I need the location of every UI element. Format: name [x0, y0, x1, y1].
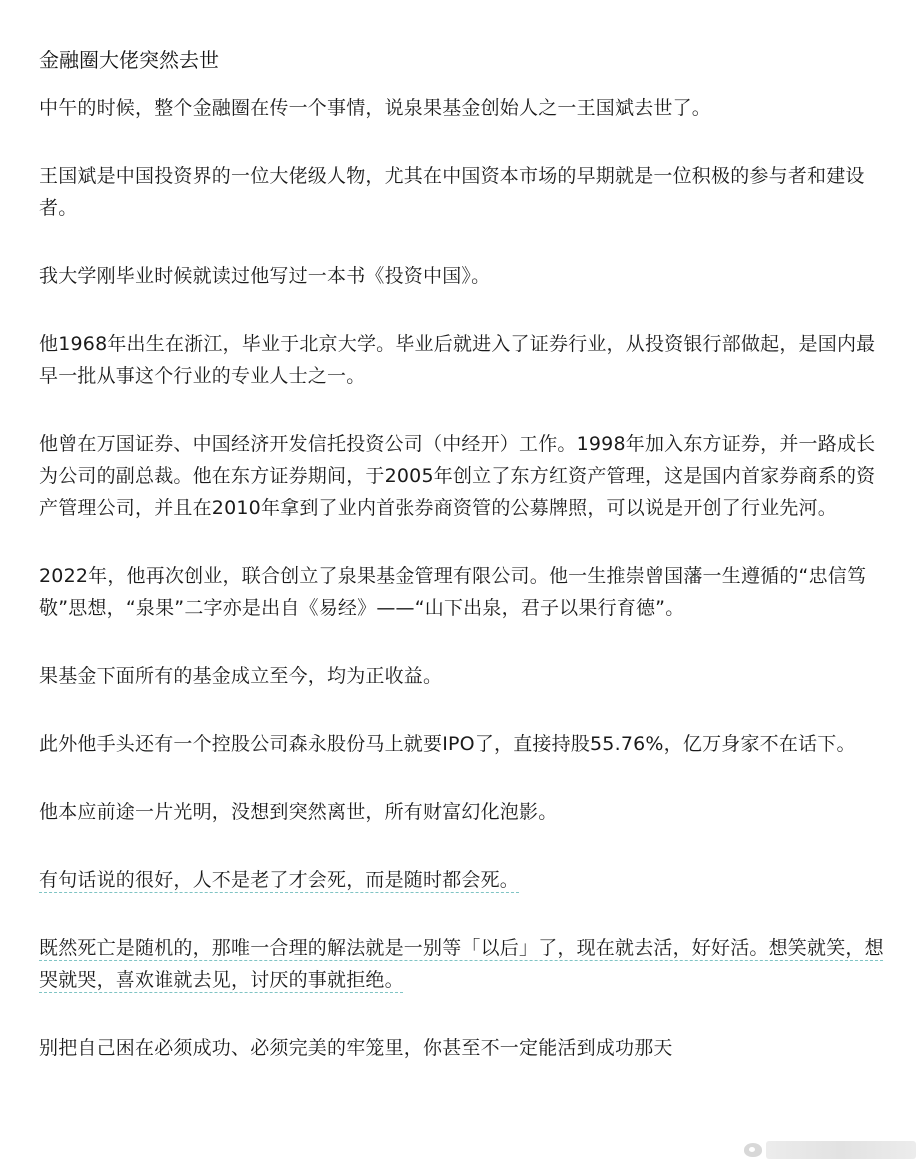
paragraph-4: 他1968年出生在浙江，毕业于北京大学。毕业后就进入了证券行业，从投资银行部做起，是国内最早一批从事这个行业的专业人士之一。: [39, 333, 876, 387]
article: [39, 44, 889, 1064]
paragraph-2: 王国斌是中国投资界的一位大佬级人物，尤其在中国资本市场的早期就是一位积极的参与者和建设者。: [39, 165, 865, 219]
paragraph-9: 他本应前途一片光明，没想到突然离世，所有财富幻化泡影。: [39, 801, 558, 823]
highlighted-paragraph-10: 有句话说的很好，人不是老了才会死，而是随时都会死。: [39, 869, 520, 891]
paragraph-12: 别把自己困在必须成功、必须完美的牢笼里，你甚至不一定能活到成功那天: [39, 1037, 673, 1059]
paragraph-8: 此外他手头还有一个控股公司森永股份马上就要IPO了，直接持股55.76%，亿万身家不在话下。: [39, 733, 856, 755]
article-title: 金融圈大佬突然去世: [39, 48, 219, 72]
watermark-handle-blurred: [766, 1141, 916, 1159]
paragraph-5: 他曾在万国证券、中国经济开发信托投资公司（中经开）工作。1998年加入东方证券，并一路成长为公司的副总裁。他在东方证券期间，于2005年创立了东方红资产管理，这是国内首家券商系的资产管理公司，并且在2010年拿到了业内首张券商资管的公募牌照，可以说是开创了行业先河。: [39, 433, 876, 519]
paragraph-7: 果基金下面所有的基金成立至今，均为正收益。: [39, 665, 443, 687]
paragraph-6: 2022年，他再次创业，联合创立了泉果基金管理有限公司。他一生推崇曾国藩一生遵循的“忠信笃敬”思想，“泉果”二字亦是出自《易经》——“山下出泉，君子以果行育德”。: [39, 565, 867, 619]
paragraph-1: 中午的时候，整个金融圈在传一个事情，说泉果基金创始人之一王国斌去世了。: [39, 97, 712, 119]
weibo-logo-icon: [744, 1143, 762, 1157]
watermark: [744, 1141, 916, 1159]
paragraph-3: 我大学刚毕业时候就读过他写过一本书《投资中国》。: [39, 265, 491, 287]
highlighted-paragraph-11: 既然死亡是随机的，那唯一合理的解法就是一别等「以后」了，现在就去活，好好活。想笑就笑，想哭就哭，喜欢谁就去见，讨厌的事就拒绝。: [39, 937, 884, 991]
